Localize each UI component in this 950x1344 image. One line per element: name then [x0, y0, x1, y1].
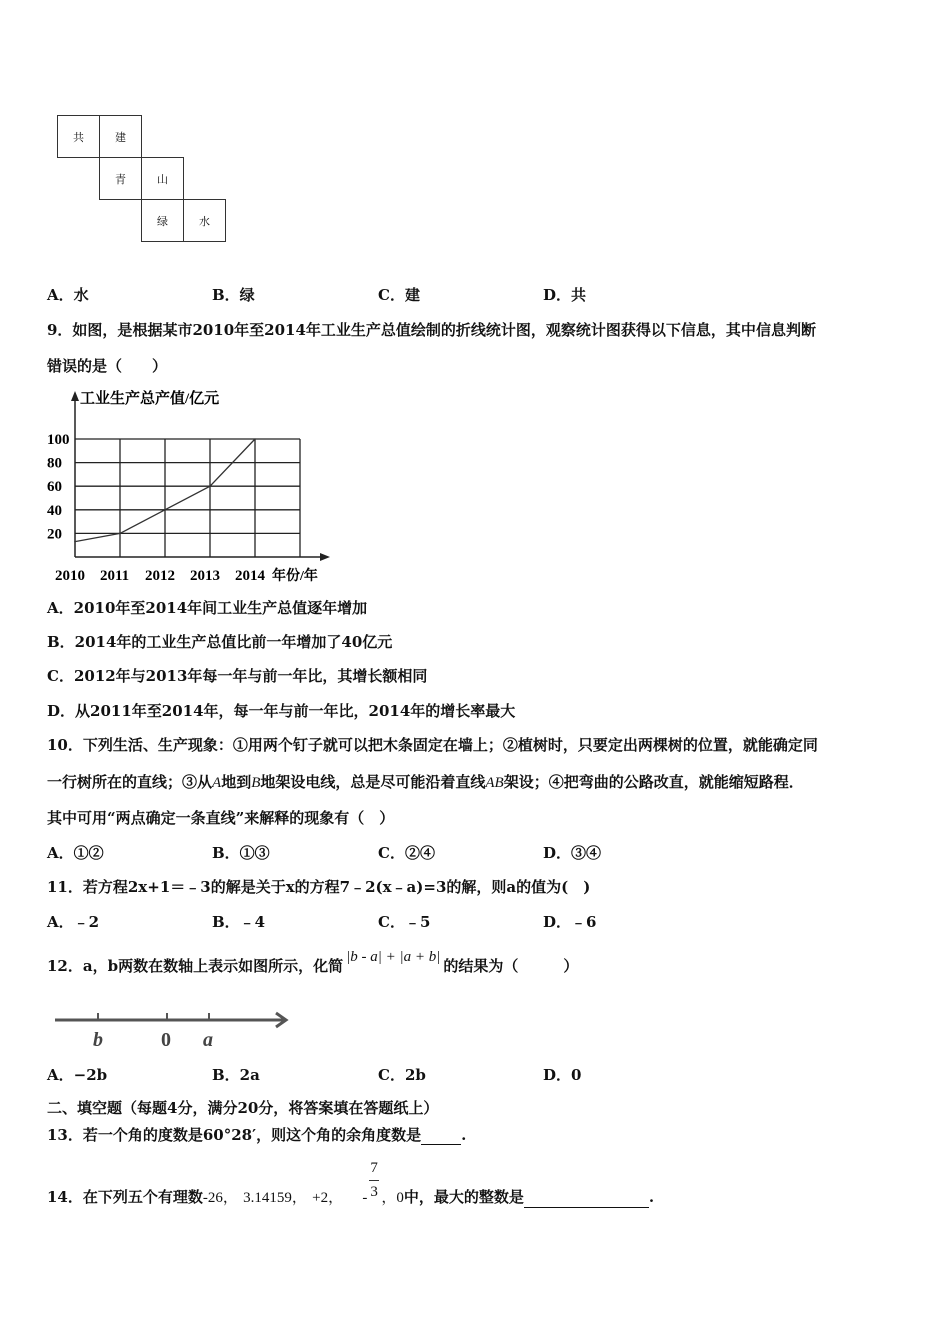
x-tick-label: 2010: [55, 568, 85, 584]
q11-option-c: C．﹣5: [378, 913, 431, 931]
q10-option-b: B．①③: [212, 844, 270, 862]
net-cell: 水: [183, 199, 226, 242]
line-ab: AB: [485, 775, 504, 791]
q9-option-d: D．从2011年至2014年，每一年与前一年比，2014年的增长率最大: [47, 702, 516, 720]
x-axis-arrow: [320, 553, 330, 561]
q12-stem: [47, 949, 579, 977]
text: 一行树所在的直线；③从: [47, 773, 213, 791]
answer-blank[interactable]: [421, 1128, 461, 1145]
q11-option-a: A．﹣2: [47, 913, 100, 931]
x-tick-label: 2011: [100, 568, 130, 584]
abs-expression: |b - a| + |a + b|: [346, 949, 441, 965]
q14-stem: [47, 1160, 655, 1208]
net-cell: 山: [141, 157, 184, 200]
label-b: b: [93, 1029, 103, 1051]
x-tick-label: 2014: [235, 568, 265, 584]
q9-stem-line2: 错误的是（ ）: [47, 357, 168, 375]
q12-option-c: C．2b: [378, 1066, 426, 1084]
number: 3.14159，: [243, 1190, 307, 1206]
net-cell: 建: [99, 115, 142, 158]
point-b: B: [251, 775, 261, 791]
q12-option-d: D．0: [543, 1066, 582, 1084]
q12-option-a: A．−2b: [47, 1066, 108, 1084]
q9-option-b: B．2014年的工业生产总值比前一年增加了40亿元: [47, 633, 393, 651]
y-tick-label: 60: [47, 479, 62, 496]
q10-stem-line2: [47, 772, 804, 793]
q8-option-a: A．水: [47, 286, 89, 304]
text: 架设；④把弯曲的公路改直，就能缩短路程．: [503, 773, 804, 791]
answer-blank[interactable]: [524, 1191, 649, 1208]
net-cell: 青: [99, 157, 142, 200]
q11-option-b: B．﹣4: [212, 913, 266, 931]
q8-option-b: B．绿: [212, 286, 255, 304]
q10-stem-line1: 10．下列生活、生产现象：①用两个钉子就可以把木条固定在墙上；②植树时，只要定出两棵树的位置，就能确定同: [47, 736, 818, 754]
q8-option-c: C．建: [378, 286, 420, 304]
line-chart: [0, 0, 950, 600]
text: 地到: [221, 773, 252, 791]
text: 中，最大的整数是: [403, 1188, 524, 1206]
text: .: [461, 1126, 467, 1144]
number-line: [50, 1000, 310, 1055]
text: 14．在下列五个有理数: [47, 1188, 203, 1206]
text: 13．若一个角的度数是60°28′，则这个角的余角度数是: [47, 1126, 422, 1144]
net-cell: 共: [57, 115, 100, 158]
label-0: 0: [161, 1029, 171, 1051]
x-tick-label: 2013: [190, 568, 220, 584]
label-a: a: [203, 1029, 213, 1051]
q9-stem-line1: 9．如图，是根据某市2010年至2014年工业生产总值绘制的折线统计图，观察统计图获得以下信息，其中信息判断: [47, 321, 816, 339]
number: +2，: [312, 1190, 344, 1206]
text: 的结果为（ ）: [443, 957, 579, 975]
y-tick-label: 20: [47, 526, 62, 543]
q10-option-d: D．③④: [543, 844, 602, 862]
text: 地架设电线，总是尽可能沿着直线: [260, 773, 486, 791]
q9-option-a: A．2010年至2014年间工业生产总值逐年增加: [47, 599, 368, 617]
number: -26，: [202, 1190, 238, 1206]
denominator: 3: [370, 1184, 378, 1200]
minus-sign: -: [362, 1190, 368, 1206]
number: ，0: [381, 1190, 404, 1206]
y-axis-arrow: [71, 391, 79, 401]
q10-option-a: A．①②: [47, 844, 104, 862]
q9-option-c: C．2012年与2013年每一年与前一年比，其增长额相同: [47, 667, 428, 685]
q11-option-d: D．﹣6: [543, 913, 597, 931]
y-axis-label: 工业生产总产值/亿元: [80, 391, 220, 407]
text: .: [648, 1188, 655, 1206]
q11-stem: 11．若方程2x+1＝﹣3的解是关于x的方程7﹣2(x﹣a)=3的解，则a的值为( ): [47, 878, 591, 896]
point-a: A: [212, 775, 222, 791]
x-axis-label: 年份/年: [272, 569, 318, 584]
q13-stem: [47, 1125, 466, 1145]
numerator: 7: [370, 1160, 378, 1176]
text: 12．a，b两数在数轴上表示如图所示，化简: [47, 957, 344, 975]
fraction: [367, 1160, 381, 1202]
y-tick-label: 40: [47, 502, 62, 519]
q10-option-c: C．②④: [378, 844, 435, 862]
section-title: 二、填空题（每题4分，满分20分，将答案填在答题纸上）: [47, 1099, 439, 1117]
x-tick-label: 2012: [145, 568, 175, 584]
q8-option-d: D．共: [543, 286, 587, 304]
y-tick-label: 100: [47, 432, 70, 448]
q12-option-b: B．2a: [212, 1066, 260, 1084]
q10-stem-line3: 其中可用“两点确定一条直线”来解释的现象有（ ）: [47, 809, 395, 827]
y-tick-label: 80: [47, 455, 62, 472]
net-cell: 绿: [141, 199, 184, 242]
